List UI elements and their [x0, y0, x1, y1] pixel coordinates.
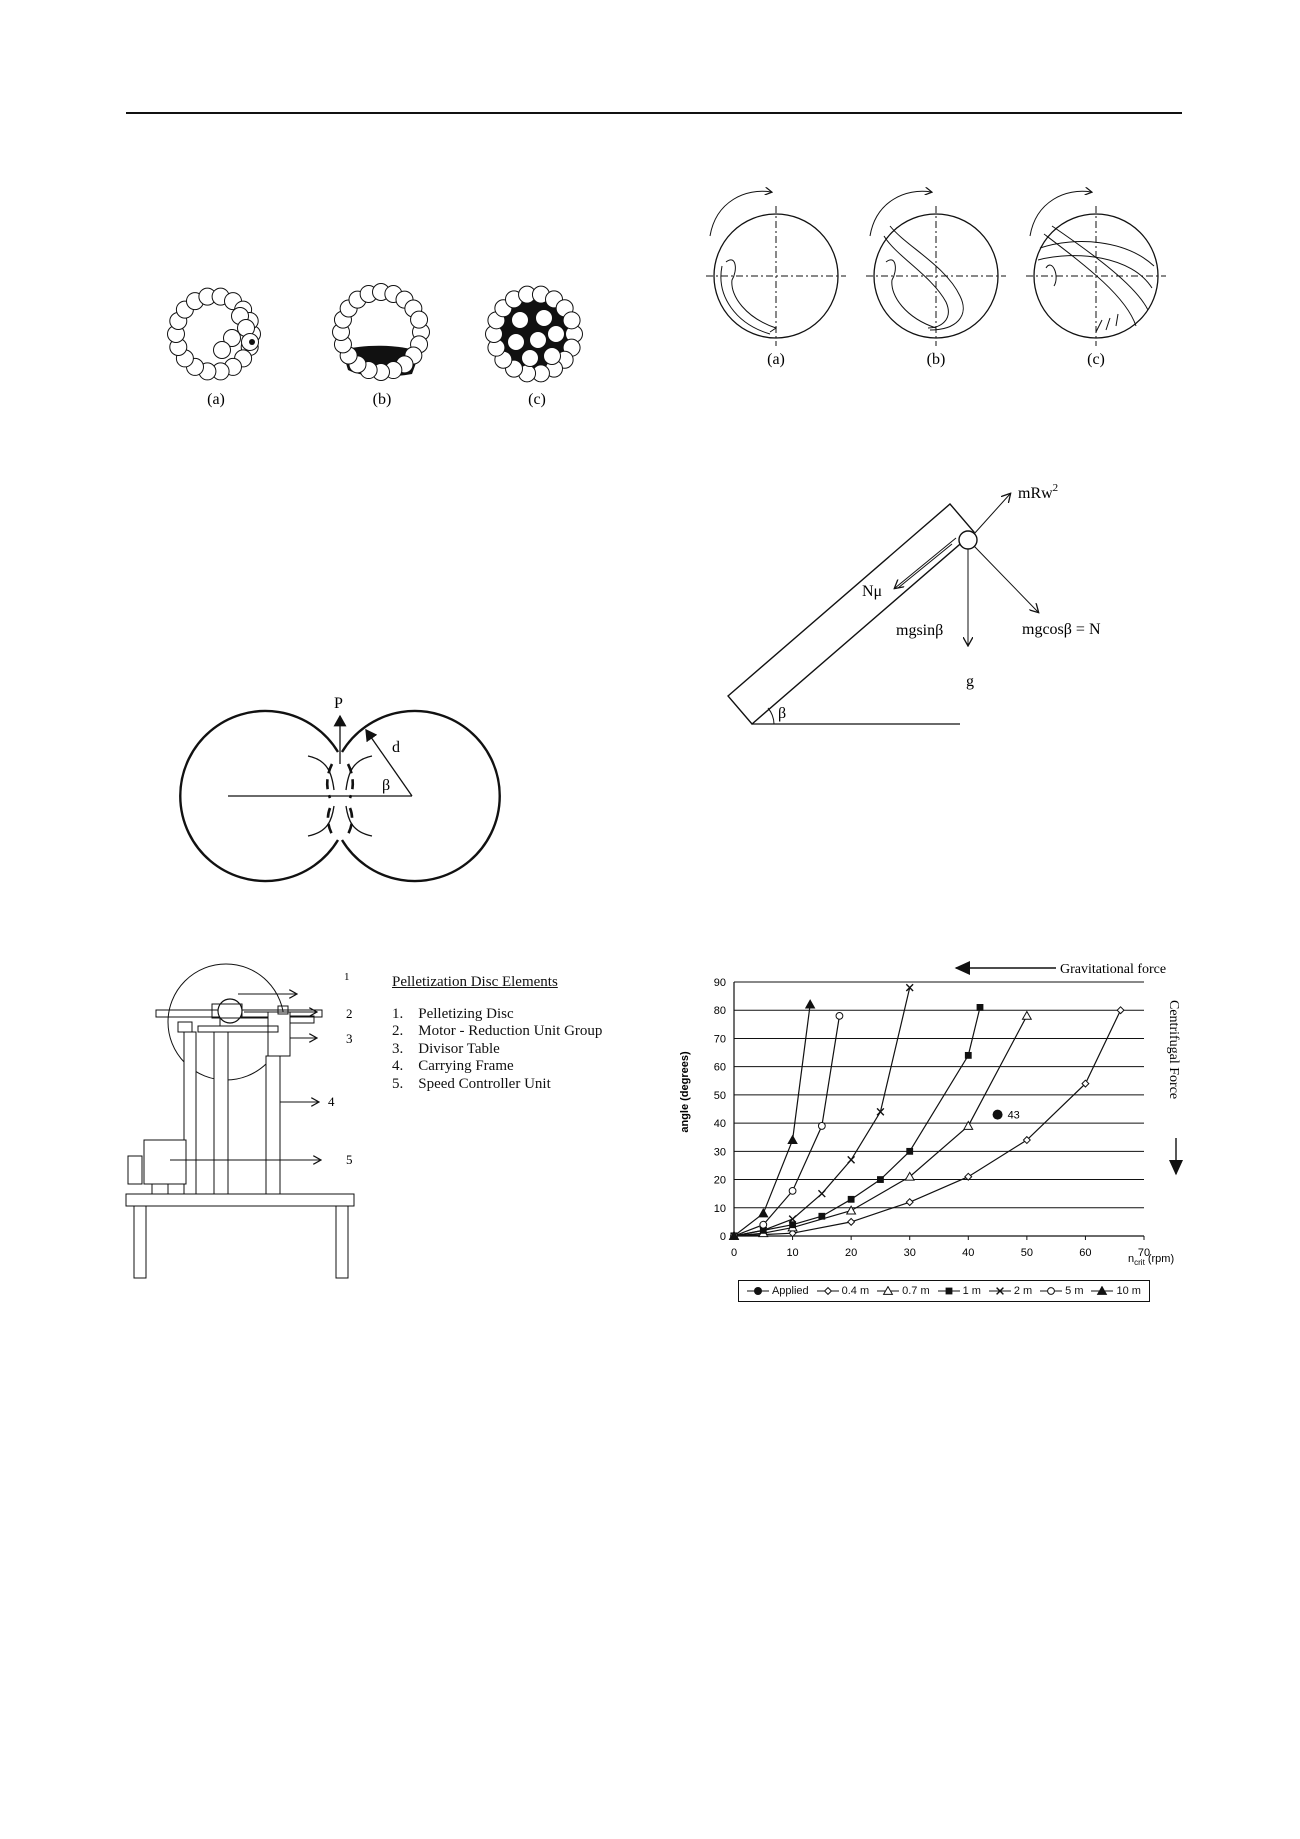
callout-1: 1: [344, 971, 350, 983]
pelletization-disc-figure: [120, 960, 370, 1280]
data-point: [945, 1288, 952, 1295]
data-point: [818, 1190, 825, 1197]
data-point: [906, 1148, 913, 1155]
friction-label: Nμ: [862, 583, 883, 600]
legend-item: [938, 1285, 981, 1297]
pellet-label-a: (a): [207, 391, 225, 408]
legend-label: 2 m: [1013, 1285, 1033, 1297]
legend-marker: [1040, 1286, 1062, 1296]
legend-label: 10 m: [1116, 1285, 1141, 1297]
legend-label: 1 m: [962, 1285, 981, 1297]
chart-grid: [734, 982, 1144, 1236]
pellet-ring-b: [333, 284, 430, 381]
data-point: [848, 1218, 855, 1225]
pelletization-elements-title: Pelletization Disc Elements: [392, 974, 558, 990]
y-tick-label: 50: [713, 1089, 726, 1102]
force-diagram-svg: [720, 460, 1140, 750]
chart-series: [734, 988, 1121, 1236]
legend-marker: [1091, 1286, 1113, 1296]
pellet-ring-c: [486, 286, 583, 382]
x-tick-label: 0: [730, 1247, 738, 1259]
x-tick-label: 50: [1020, 1247, 1033, 1259]
data-point: [848, 1196, 855, 1203]
legend-item: [817, 1285, 870, 1297]
force-diagram-figure: [720, 460, 1140, 750]
y-tick-label: 40: [713, 1118, 726, 1131]
y-tick-label: 0: [719, 1231, 726, 1243]
header-rule: [126, 112, 1182, 114]
data-point: [877, 1176, 884, 1183]
pellet-agglomeration-figure: [150, 270, 610, 420]
y-tick-label: 30: [713, 1146, 726, 1159]
data-point: [836, 1012, 843, 1019]
data-point: [788, 1136, 797, 1144]
data-point: [848, 1156, 855, 1163]
legend-marker: [747, 1286, 769, 1296]
y-axis-label: angle (degrees): [679, 1051, 691, 1133]
element-item-1: 1. Pelletizing Disc: [392, 1005, 514, 1022]
chart-marks: [730, 984, 1124, 1239]
pellet-particle: [508, 334, 525, 351]
element-item-3: 3. Divisor Table: [392, 1040, 500, 1057]
rolling-paths-svg: [700, 170, 1200, 370]
pellet-particle: [563, 312, 580, 329]
callout-2: 2: [346, 1006, 353, 1021]
friction-arrow-double: [898, 544, 952, 588]
pellet-particle: [530, 332, 547, 349]
angle-beta-label: β: [778, 705, 787, 722]
pellet-particle: [512, 312, 529, 329]
data-point: [1022, 1011, 1031, 1019]
data-point: [824, 1288, 831, 1295]
data-point: [965, 1052, 972, 1059]
rolling-disc-a: [706, 191, 846, 346]
diameter-d-label: d: [392, 739, 400, 756]
x-tick-label: 40: [962, 1247, 975, 1259]
x-tick-label: 10: [786, 1247, 799, 1259]
legend-marker: [817, 1286, 839, 1296]
legend-marker: [989, 1286, 1011, 1296]
centrifugal-force-label: Centrifugal Force: [1166, 1000, 1181, 1100]
data-point: [1048, 1288, 1055, 1295]
rolling-label-c: (c): [1087, 351, 1105, 368]
friction-arrow: [895, 538, 956, 588]
pellet-label-b: (b): [372, 391, 392, 408]
gravity-component-label: mgsinβ: [896, 622, 944, 639]
legend-marker: [877, 1286, 899, 1296]
pellet-particle: [522, 350, 539, 367]
y-tick-label: 80: [713, 1005, 726, 1018]
gravitational-force-label: Gravitational force: [1060, 962, 1167, 977]
pellet-particle: [548, 326, 565, 343]
pelletization-elements-list: [392, 974, 602, 1093]
applied-point: [993, 1110, 1003, 1120]
pellet-label-c: (c): [528, 391, 546, 408]
centrifugal-label: mRw$^2$: [1018, 482, 1059, 502]
legend-item: [1040, 1285, 1083, 1297]
pellet-particle: [544, 348, 561, 365]
rolling-label-b: (b): [926, 351, 946, 368]
data-point: [806, 1000, 815, 1008]
pellet-agglomeration-svg: [150, 270, 610, 420]
critical-speed-chart: [660, 940, 1200, 1280]
element-item-4: 4. Carrying Frame: [392, 1058, 514, 1074]
x-tick-label: 20: [845, 1247, 858, 1259]
legend-label: 0.7 m: [902, 1285, 930, 1297]
legend-item: [1091, 1285, 1140, 1297]
chart-legend: [738, 1280, 1150, 1302]
gravity-label: g: [966, 673, 974, 690]
x-axis-label: $n_{crit}$ (rpm): [1128, 1253, 1175, 1267]
normal-label: mgcosβ = N: [1022, 621, 1101, 638]
legend-label: 5 m: [1065, 1285, 1084, 1297]
pellet-particle: [214, 342, 231, 359]
rolling-label-a: (a): [767, 351, 785, 368]
legend-item: [747, 1285, 809, 1297]
callout-5: 5: [346, 1152, 353, 1167]
y-tick-label: 70: [713, 1033, 726, 1046]
y-tick-label: 60: [713, 1061, 726, 1074]
force-p-label: P: [334, 695, 343, 712]
series-line-0.7m: [734, 1016, 1027, 1236]
x-tick-label: 60: [1079, 1247, 1092, 1259]
callout-3: 3: [346, 1031, 353, 1046]
y-tick-label: 10: [713, 1202, 726, 1215]
applied-point-label: 43: [1007, 1109, 1020, 1122]
series-line-1m: [734, 1007, 980, 1236]
pelletization-disc-svg: [120, 960, 370, 1280]
normal-arrow: [974, 546, 1038, 612]
angle-beta-label: β: [382, 777, 391, 794]
legend-label: 0.4 m: [841, 1285, 870, 1297]
legend-marker: [938, 1286, 960, 1296]
x-tick-label: 30: [903, 1247, 916, 1259]
data-point: [1117, 1007, 1124, 1014]
rolling-disc-c: [1026, 191, 1166, 346]
legend-label: Applied: [771, 1285, 809, 1297]
centrifugal-arrow: [974, 494, 1010, 534]
inclined-plate: [728, 504, 974, 724]
data-point: [818, 1213, 825, 1220]
pellet-ring-a: [168, 288, 261, 380]
data-point: [789, 1187, 796, 1194]
data-point: [977, 1004, 984, 1011]
liquid-bridge-figure: [180, 690, 500, 870]
y-tick-label: 20: [713, 1174, 726, 1187]
data-point: [818, 1123, 825, 1130]
element-item-2: 2. Motor - Reduction Unit Group: [392, 1023, 603, 1039]
chart-svg: [660, 940, 1200, 1280]
liquid-bridge-svg: [180, 690, 500, 870]
pellet-rolling-paths-figure: [700, 170, 1200, 370]
rolling-disc-b: [866, 191, 1006, 346]
chart-axes: [714, 977, 1150, 1259]
element-item-5: 5. Speed Controller Unit: [392, 1075, 551, 1092]
series-line-10m: [734, 1005, 810, 1236]
pellet-particle: [536, 310, 553, 327]
legend-item: [877, 1285, 930, 1297]
pellet-particle: [411, 311, 428, 328]
data-point: [759, 1209, 768, 1217]
data-point: [760, 1221, 767, 1228]
x-tick-label: 70: [1137, 1247, 1151, 1259]
legend-item: [989, 1285, 1032, 1297]
y-tick-label: 90: [713, 977, 726, 989]
series-line-2m: [734, 988, 910, 1236]
callout-4: 4: [328, 1094, 335, 1109]
data-point: [906, 1199, 913, 1206]
